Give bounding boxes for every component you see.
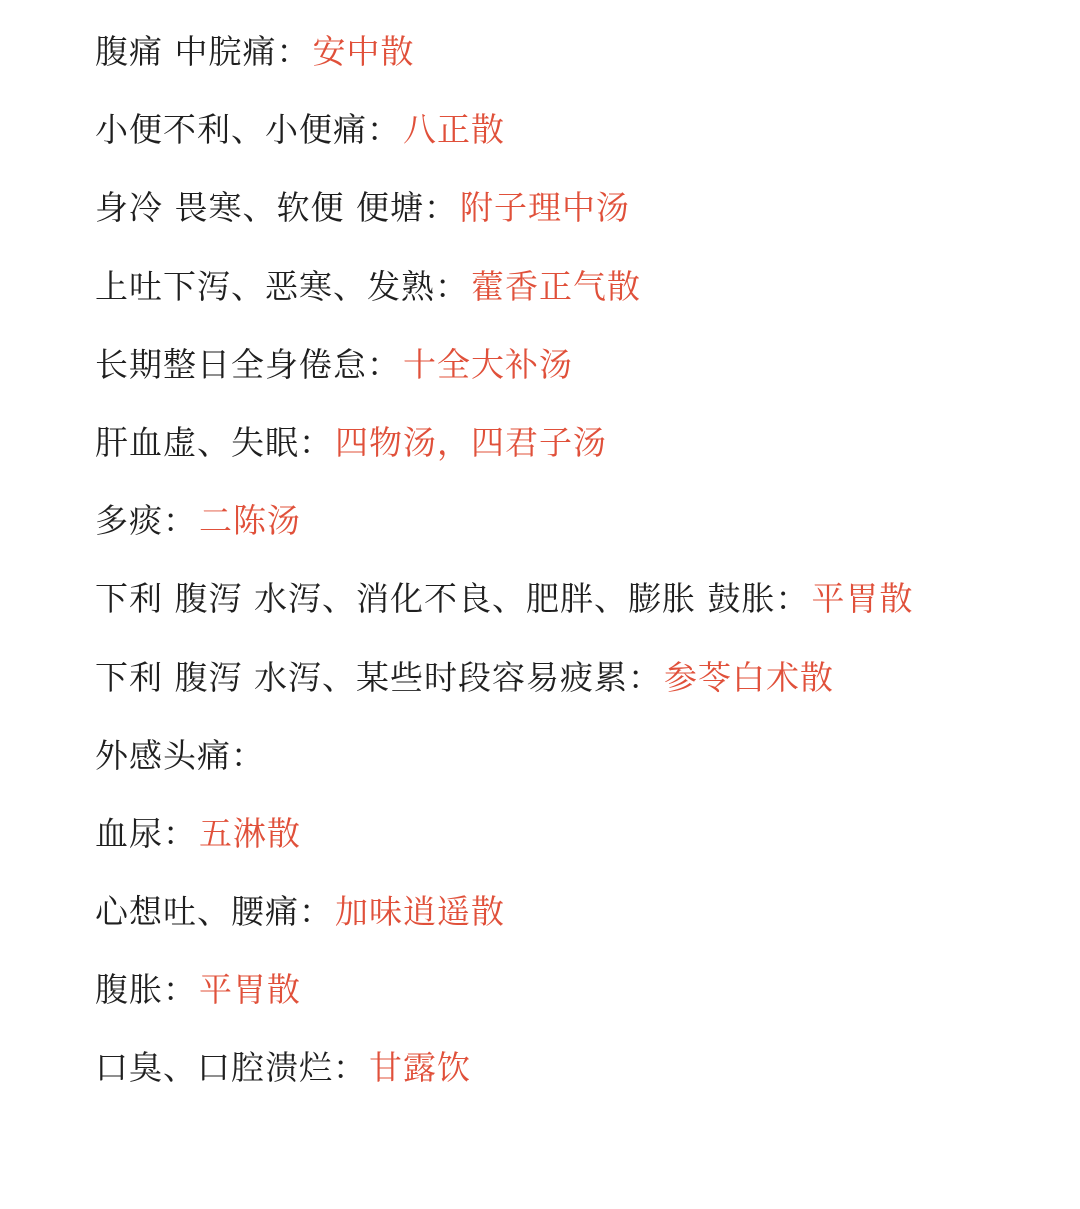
- list-item: [95, 30, 1060, 108]
- list-item: [95, 499, 1060, 577]
- list-item: [95, 812, 1060, 890]
- symptom-remedy-list: [95, 30, 1060, 1125]
- remedy-text: 八正散: [403, 110, 505, 150]
- symptom-text: 口臭、口腔溃烂：: [95, 1048, 367, 1088]
- symptom-text: 心想吐、腰痛：: [95, 892, 333, 932]
- remedy-text: 加味逍遥散: [335, 892, 505, 932]
- list-item: [95, 968, 1060, 1046]
- symptom-text: 肝血虚、失眠：: [95, 422, 333, 462]
- remedy-text: 附子理中汤: [459, 188, 630, 228]
- list-item: [95, 577, 1060, 655]
- list-item: [95, 1046, 1060, 1124]
- symptom-text: 腹胀：: [95, 970, 197, 1010]
- list-item: [95, 421, 1060, 499]
- list-item: [95, 890, 1060, 968]
- symptom-text: 下利 腹泻 水泻、消化不良、肥胖、膨胀 鼓胀：: [95, 579, 810, 619]
- symptom-text: 身冷 畏寒、软便 便塘：: [95, 188, 458, 228]
- remedy-text: 平胃散: [811, 579, 914, 619]
- remedy-text: 四物汤，四君子汤: [335, 422, 607, 462]
- symptom-text: 长期整日全身倦怠：: [95, 344, 401, 384]
- symptom-text: 血尿：: [95, 813, 197, 853]
- remedy-text: 五淋散: [199, 813, 301, 853]
- symptom-text: 外感头痛：: [95, 735, 265, 775]
- remedy-text: 藿香正气散: [471, 266, 641, 306]
- list-item: [95, 343, 1060, 421]
- list-item: [95, 656, 1060, 734]
- remedy-text: 十全大补汤: [403, 344, 573, 384]
- list-item: [95, 734, 1060, 812]
- symptom-text: 小便不利、小便痛：: [95, 110, 401, 150]
- remedy-text: 平胃散: [199, 970, 301, 1010]
- symptom-text: 多痰：: [95, 501, 197, 541]
- remedy-text: 安中散: [312, 32, 415, 71]
- remedy-text: 参苓白术散: [663, 657, 834, 697]
- symptom-text: 下利 腹泻 水泻、某些时段容易疲累：: [95, 657, 662, 697]
- list-item: [95, 186, 1060, 264]
- list-item: [95, 108, 1060, 186]
- remedy-text: 甘露饮: [369, 1048, 471, 1088]
- list-item: [95, 265, 1060, 343]
- symptom-text: 上吐下泻、恶寒、发熟：: [95, 266, 469, 306]
- symptom-text: 腹痛 中脘痛：: [95, 32, 311, 71]
- remedy-text: 二陈汤: [199, 501, 301, 541]
